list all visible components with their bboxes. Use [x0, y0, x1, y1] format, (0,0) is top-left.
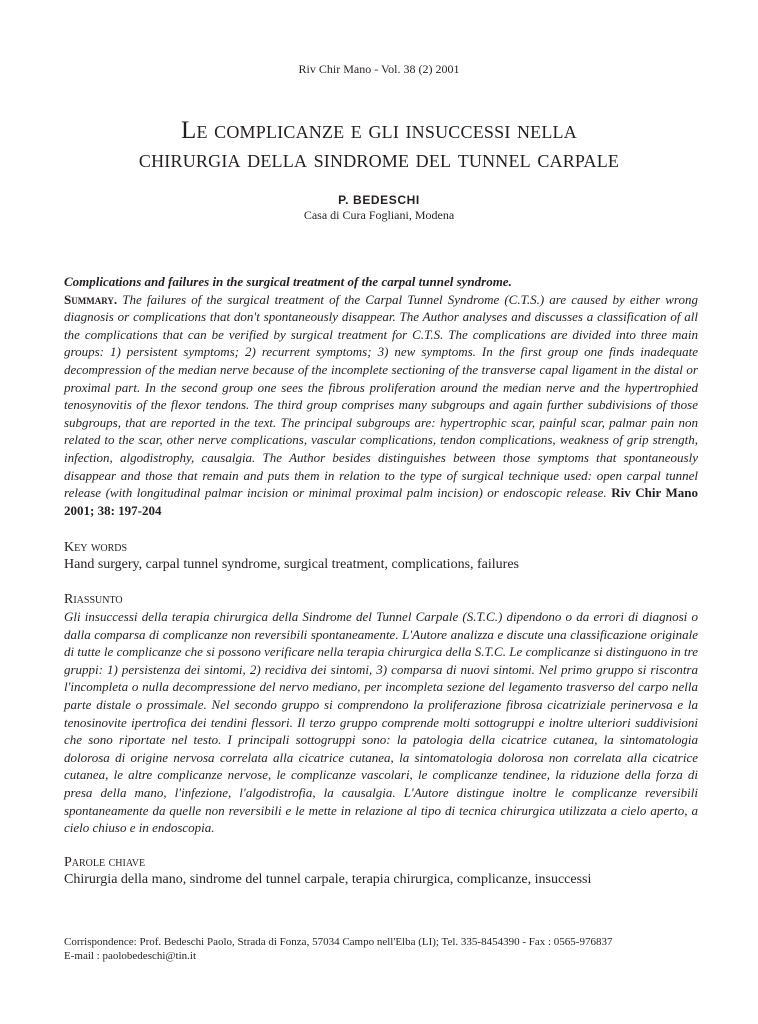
- title-line-1: Le complicanze e gli insuccessi nella: [181, 117, 577, 144]
- correspondence-email: E-mail : paolobedeschi@tin.it: [64, 950, 197, 962]
- journal-citation: Riv Chir Mano 2001; 38: 197-204: [64, 485, 698, 518]
- article-title: [40, 116, 718, 174]
- correspondence-address: Corrispondence: Prof. Bedeschi Paolo, Strada di Fonza, 57034 Campo nell'Elba (LI); Tel. 335-8454390 - Fax : 0565-976837: [64, 936, 613, 948]
- parole-chiave-heading: Parole chiave: [64, 855, 146, 870]
- english-abstract: [64, 273, 698, 519]
- riassunto-heading: Riassunto: [64, 592, 123, 607]
- english-title: Complications and failures in the surgical treatment of the carpal tunnel syndrome.: [64, 274, 512, 289]
- keywords-heading: Key words: [64, 540, 128, 555]
- summary-text: The failures of the surgical treatment of the Carpal Tunnel Syndrome (C.T.S.) are caused by either wrong diagnosis or complications that don't spontaneously disappear. The Author analyses and discusses a classification of all the complications that can be verified by surgical treatment for C.T.S. The complications are divided into three main groups: 1) persistent symptoms; 2) recurrent symptoms; 3) new symptoms. In the first group one finds inadequate decompression of the median nerve because of the incomplete sectioning of the transverse capal ligament in the distal or proximal part. In the second group one sees the fibrous proliferation around the median nerve and the hypertrophied tenosynovitis of the flexor tendons. The third group comprises many subgroups and again further subdivisions of those subgroups, that are reported in the text. The principal subgroups are: hypertrophic scar, painful scar, palmar pain non related to the scar, other nerve complications, vascular complications, tendon complications, weakness of grip strength, infection, algodistrophy, causalgia. The Author besides distinguishes between those symptoms that spontaneously disappear and those that remain and puts them in relation to the type of surgical technique used: open carpal tunnel release (with longitudinal palmar incision or minimal proximal palm incision) or endoscopic release.: [64, 291, 698, 501]
- title-line-2: chirurgia della sindrome del tunnel carpale: [138, 146, 620, 173]
- author-affiliation: Casa di Cura Fogliani, Modena: [303, 208, 455, 222]
- riassunto-section: [64, 591, 698, 837]
- summary-label: Summary.: [64, 291, 118, 307]
- keywords-text: Hand surgery, carpal tunnel syndrome, surgical treatment, complications, failures: [64, 557, 519, 572]
- correspondence-footer: [64, 935, 698, 963]
- parole-chiave-section: [64, 854, 698, 888]
- parole-chiave-text: Chirurgia della mano, sindrome del tunnel carpale, terapia chirurgica, complicanze, insuccessi: [64, 872, 592, 887]
- keywords-section: [64, 539, 698, 573]
- author-name: P. BEDESCHI: [338, 193, 420, 207]
- running-header: Riv Chir Mano - Vol. 38 (2) 2001: [298, 62, 460, 76]
- riassunto-text: Gli insuccessi della terapia chirurgica della Sindrome del Tunnel Carpale (S.T.C.) dipendono o da errori di diagnosi o dalla comparsa di complicanze non reversibili spontaneamente. L'Autore analizza e discute una classificazione originale di tutte le complicanze che si possono verificare nella terapia chirurgica della S.T.C. Le complicanze si distinguono in tre gruppi: 1) persistenza dei sintomi, 2) recidiva dei sintomi, 3) comparsa di nuovi sintomi. Nel primo gruppo si riscontra l'incompleta o nulla decompressione del nervo mediano, per incompleta sezione del legamento trasverso del carpo nella parte distale o prossimale. Nel secondo gruppo si comprendono la proliferazione fibrosa cicatriziale perinervosa e la tenosinovite ipertrofica dei tendini flessori. Il terzo gruppo comprende molti sottogruppi e inoltre ulteriori suddivisioni che sono riportate nel testo. I principali sottogruppi sono: la patologia della cicatrice cutanea, la sintomatologia dolorosa di origine nervosa correlata alla cicatrice cutanea, la sintomatologia dolorosa non correlata alla cicatrice cutanea, le altre complicanze nervose, le complicanze vascolari, le complicanze tendinee, la riduzione della forza di presa della mano, l'infezione, l'algodistrofia, la causalgia. L'Autore distingue inoltre le complicanze reversibili spontaneamente da quelle non reversibili e le mette in relazione al tipo di tecnica chirurgica utilizzata a cielo aperto, a cielo chiuso e in endoscopia.: [64, 609, 698, 836]
